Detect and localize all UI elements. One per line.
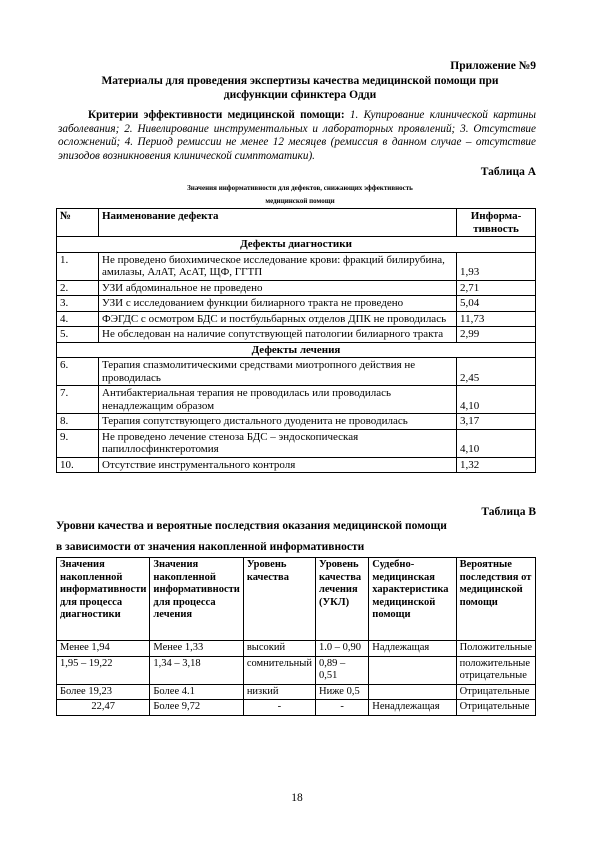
row-informativeness: 3,17 bbox=[457, 414, 536, 430]
criteria-paragraph bbox=[58, 109, 536, 163]
cell-treatment-quality: 0,89 – 0,51 bbox=[315, 656, 368, 684]
section-diagnostics bbox=[57, 237, 536, 253]
row-defect-name: Антибактериальная терапия не проводилась или проводилась ненадлежащим образом bbox=[99, 386, 457, 414]
table-row bbox=[57, 252, 536, 280]
cell-quality-level: высокий bbox=[243, 641, 315, 657]
quality-levels-table bbox=[56, 557, 536, 716]
row-defect-name: Не проведено биохимическое исследование крови: фракций билирубина, амилазы, АлАТ, АсАТ, ЩФ, ГГТП bbox=[99, 252, 457, 280]
row-defect-name: Терапия спазмолитическими средствами миотропного действия не проводилась bbox=[99, 358, 457, 386]
row-number: 7. bbox=[57, 386, 99, 414]
row-number: 2. bbox=[57, 280, 99, 296]
table-row bbox=[57, 296, 536, 312]
cell-treatment-value: 1,34 – 3,18 bbox=[150, 656, 243, 684]
criteria-text: 1. Купирование клинической картины заболевания; 2. Нивелирование инструментальных и лабораторных проявлений; 3. Отсутствие осложнений; 4. Период ремиссии не менее 12 месяцев (ремиссия в данном случае – отсутствие эпизодов возникновения клинической симптоматики). bbox=[58, 109, 536, 162]
cell-diagnostics-value: 22,47 bbox=[57, 700, 150, 716]
table-row bbox=[57, 327, 536, 343]
header-quality-level: Уровень качества bbox=[243, 558, 315, 641]
table-row bbox=[57, 311, 536, 327]
section-diagnostics-title: Дефекты диагностики bbox=[57, 237, 536, 253]
cell-treatment-quality: - bbox=[315, 700, 368, 716]
header-number: № bbox=[57, 209, 99, 237]
cell-forensic bbox=[369, 684, 456, 700]
table-row bbox=[57, 429, 536, 457]
cell-treatment-quality: 1.0 – 0,90 bbox=[315, 641, 368, 657]
cell-diagnostics-value: Более 19,23 bbox=[57, 684, 150, 700]
cell-treatment-quality: Ниже 0,5 bbox=[315, 684, 368, 700]
cell-treatment-value: Более 9,72 bbox=[150, 700, 243, 716]
header-treatment-quality-level: Уровень качества лечения (УКЛ) bbox=[315, 558, 368, 641]
table-row bbox=[57, 700, 536, 716]
table-a-label: Таблица А bbox=[480, 166, 536, 178]
table-row bbox=[57, 641, 536, 657]
table-header-row bbox=[57, 209, 536, 237]
heading-line-1: Материалы для проведения экспертизы качества медицинской помощи при bbox=[101, 75, 499, 87]
cell-forensic: Ненадлежащая bbox=[369, 700, 456, 716]
cell-treatment-value: Более 4.1 bbox=[150, 684, 243, 700]
table-row bbox=[57, 358, 536, 386]
cell-consequences: Отрицательные bbox=[456, 684, 535, 700]
table-b-label: Таблица В bbox=[481, 506, 536, 518]
row-defect-name: Не проведено лечение стеноза БДС – эндоскопическая папиллосфинктеротомия bbox=[99, 429, 457, 457]
table-row bbox=[57, 386, 536, 414]
page-number: 18 bbox=[291, 792, 303, 804]
row-number: 8. bbox=[57, 414, 99, 430]
header-forensic-characteristic: Судебно-медицинская характеристика медицинской помощи bbox=[369, 558, 456, 641]
row-defect-name: Отсутствие инструментального контроля bbox=[99, 457, 457, 473]
table-row bbox=[57, 457, 536, 473]
table-row bbox=[57, 684, 536, 700]
row-defect-name: Терапия сопутствующего дистального дуоденита не проводилась bbox=[99, 414, 457, 430]
row-informativeness: 1,32 bbox=[457, 457, 536, 473]
appendix-number: Приложение №9 bbox=[450, 60, 536, 72]
table-b-title-line-2: в зависимости от значения накопленной информативности bbox=[56, 541, 365, 553]
row-number: 5. bbox=[57, 327, 99, 343]
section-treatment-title: Дефекты лечения bbox=[57, 342, 536, 358]
table-a-caption-line-2: медицинской помощи bbox=[265, 197, 335, 205]
cell-consequences: Положительные bbox=[456, 641, 535, 657]
cell-quality-level: - bbox=[243, 700, 315, 716]
cell-consequences: Отрицательные bbox=[456, 700, 535, 716]
row-informativeness: 2,45 bbox=[457, 358, 536, 386]
row-number: 3. bbox=[57, 296, 99, 312]
defects-table bbox=[56, 208, 536, 473]
table-row bbox=[57, 280, 536, 296]
header-defect-name: Наименование дефекта bbox=[99, 209, 457, 237]
row-informativeness: 5,04 bbox=[457, 296, 536, 312]
table-row bbox=[57, 656, 536, 684]
table-header-row bbox=[57, 558, 536, 641]
cell-quality-level: низкий bbox=[243, 684, 315, 700]
table-a-caption-line-1: Значения информативности для дефектов, снижающих эффективность bbox=[187, 184, 413, 192]
cell-diagnostics-value: Менее 1,94 bbox=[57, 641, 150, 657]
row-informativeness: 4,10 bbox=[457, 429, 536, 457]
header-probable-consequences: Вероятные последствия от медицинской помощи bbox=[456, 558, 535, 641]
criteria-label: Критерии эффективности медицинской помощи: bbox=[88, 109, 345, 121]
row-number: 1. bbox=[57, 252, 99, 280]
cell-forensic bbox=[369, 656, 456, 684]
cell-diagnostics-value: 1,95 – 19,22 bbox=[57, 656, 150, 684]
cell-consequences: положительные отрицательные bbox=[456, 656, 535, 684]
document-heading bbox=[80, 74, 520, 102]
header-diagnostics-informativeness: Значения накопленной информативности для процесса диагностики bbox=[57, 558, 150, 641]
row-informativeness: 2,99 bbox=[457, 327, 536, 343]
row-defect-name: УЗИ с исследованием функции билиарного тракта не проведено bbox=[99, 296, 457, 312]
table-b-title-line-1: Уровни качества и вероятные последствия оказания медицинской помощи bbox=[56, 520, 447, 532]
row-informativeness: 1,93 bbox=[457, 252, 536, 280]
row-informativeness: 4,10 bbox=[457, 386, 536, 414]
table-row bbox=[57, 414, 536, 430]
header-informativeness: Информа-тивность bbox=[457, 209, 536, 237]
quality-levels-table-body bbox=[57, 558, 536, 716]
heading-line-2: дисфункции сфинктера Одди bbox=[223, 89, 377, 101]
cell-forensic: Надлежащая bbox=[369, 641, 456, 657]
defects-table-body bbox=[57, 209, 536, 473]
row-number: 6. bbox=[57, 358, 99, 386]
cell-treatment-value: Менее 1,33 bbox=[150, 641, 243, 657]
cell-quality-level: сомнительный bbox=[243, 656, 315, 684]
row-number: 10. bbox=[57, 457, 99, 473]
section-treatment bbox=[57, 342, 536, 358]
row-defect-name: УЗИ абдоминальное не проведено bbox=[99, 280, 457, 296]
row-informativeness: 2,71 bbox=[457, 280, 536, 296]
row-informativeness: 11,73 bbox=[457, 311, 536, 327]
row-defect-name: ФЭГДС с осмотром БДС и постбульбарных отделов ДПК не проводилась bbox=[99, 311, 457, 327]
header-treatment-informativeness: Значения накопленной информативности для процесса лечения bbox=[150, 558, 243, 641]
row-defect-name: Не обследован на наличие сопутствующей патологии билиарного тракта bbox=[99, 327, 457, 343]
row-number: 9. bbox=[57, 429, 99, 457]
row-number: 4. bbox=[57, 311, 99, 327]
table-a-caption bbox=[120, 182, 480, 208]
